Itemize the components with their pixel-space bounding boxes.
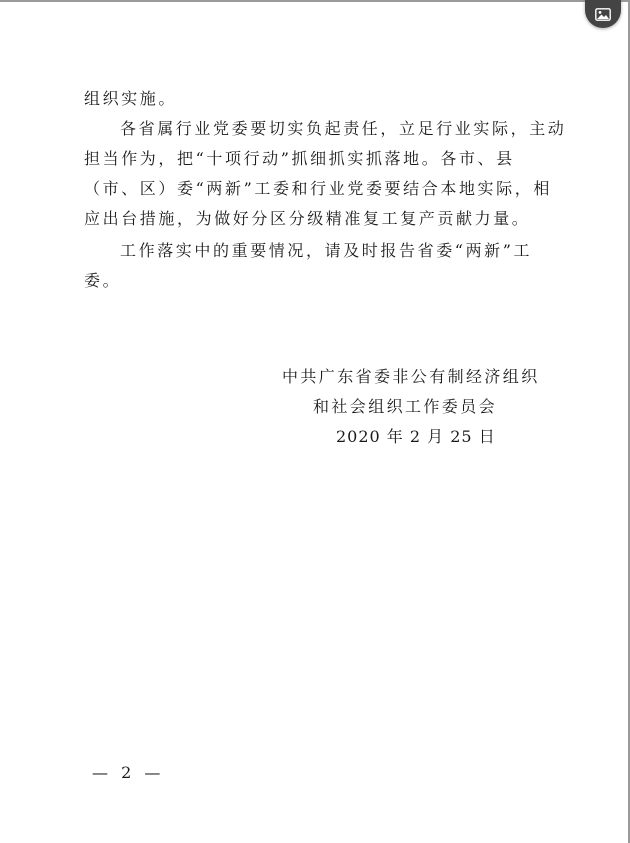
image-icon — [595, 8, 611, 21]
paragraph-reporting — [84, 236, 554, 296]
signature-org-line-2: 和社会组织工作委员会 — [313, 397, 498, 416]
signature-date: 2020 年 2 月 25 日 — [336, 427, 496, 446]
text-line: 担当作为，把“十项行动”抓细抓实抓落地。各市、县 — [84, 149, 515, 168]
text-line: 组织实施。 — [84, 89, 178, 108]
page-number: — 2 — — [92, 763, 165, 782]
text-line: 各省属行业党委要切实负起责任，立足行业实际，主动 — [120, 119, 567, 138]
image-view-button[interactable] — [585, 0, 621, 28]
text-line: 应出台措施，为做好分区分级精准复工复产贡献力量。 — [84, 209, 531, 228]
text-line: （市、区）委“两新”工委和行业党委要结合本地实际，相 — [84, 179, 552, 198]
signature-org-line-1: 中共广东省委非公有制经济组织 — [282, 367, 540, 386]
text-line: 委。 — [84, 271, 122, 290]
text-line: 工作落实中的重要情况，请及时报告省委“两新”工 — [120, 241, 533, 260]
paragraph-industry-responsibility — [84, 114, 567, 234]
page-top-edge — [0, 0, 630, 2]
paragraph-continuation — [84, 84, 554, 114]
